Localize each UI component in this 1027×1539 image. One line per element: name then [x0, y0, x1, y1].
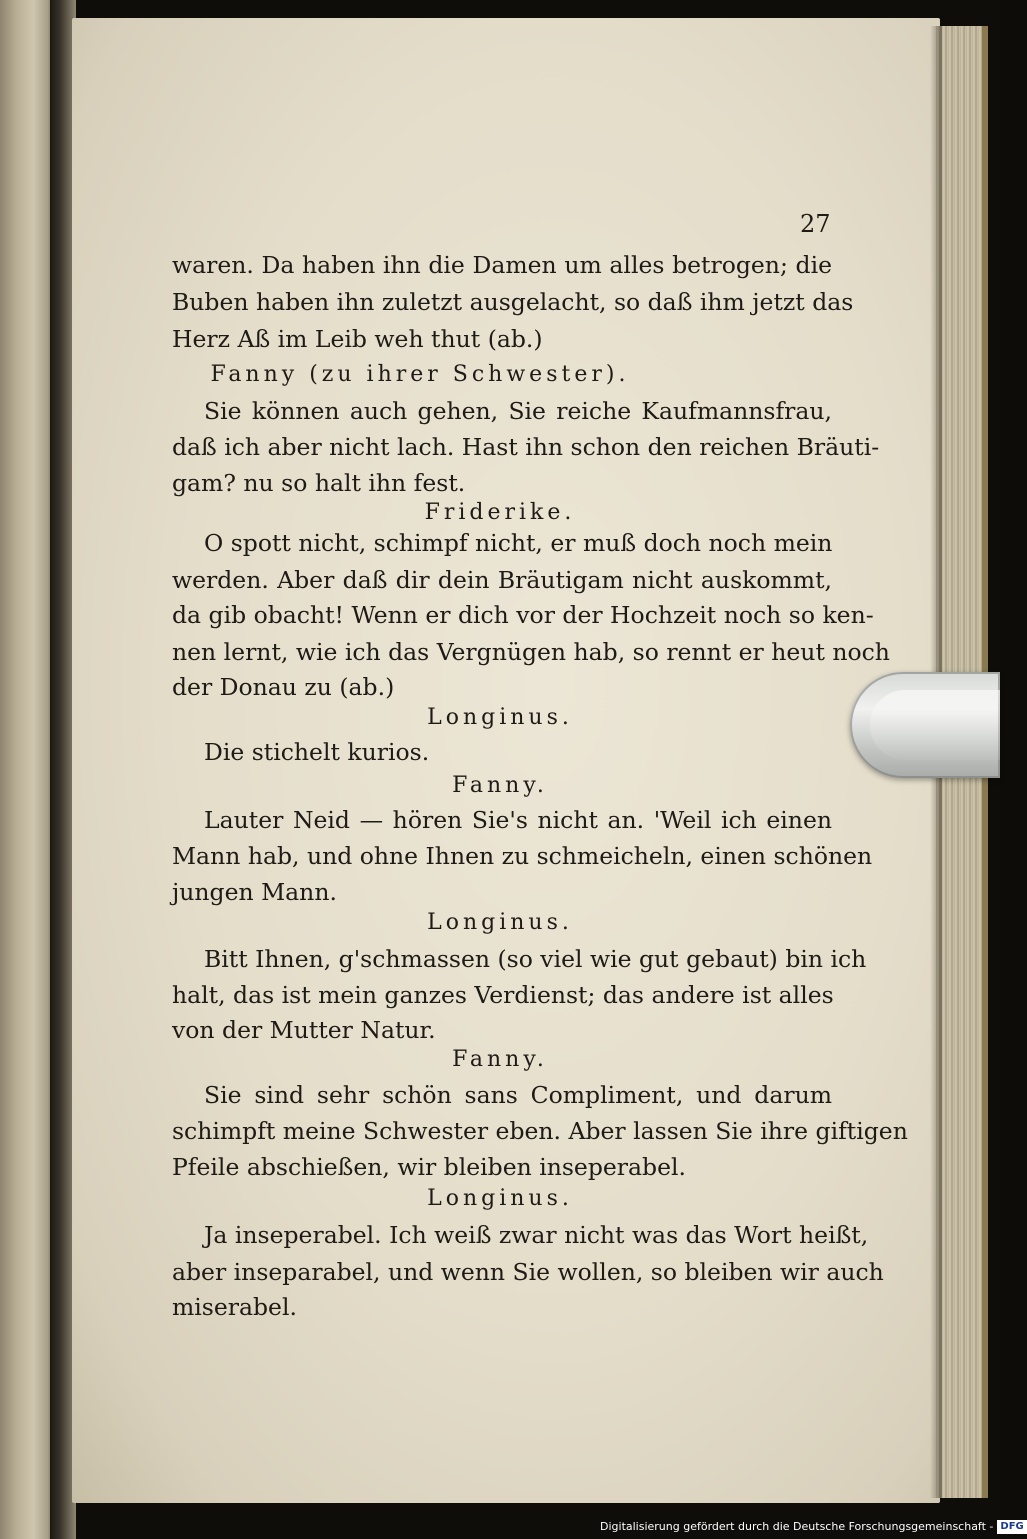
digitization-credit	[600, 1518, 1024, 1536]
text-line: waren. Da haben ihn die Damen um alles betrogen; die	[172, 251, 832, 279]
text-line: Herz Aß im Leib weh thut (ab.)	[172, 325, 543, 353]
text-line: nen lernt, wie ich das Vergnügen hab, so rennt er heut noch	[172, 638, 890, 666]
text-line: schimpft meine Schwester eben. Aber lassen Sie ihre giftigen	[172, 1117, 908, 1145]
text-line: miserabel.	[172, 1293, 297, 1321]
speaker-heading: Longinus.	[427, 705, 573, 730]
page-number: 27	[800, 210, 831, 238]
text-line: halt, das ist mein ganzes Verdienst; das andere ist alles	[172, 981, 834, 1009]
text-line: O spott nicht, schimpf nicht, er muß doch noch mein	[204, 529, 833, 557]
text-line: daß ich aber nicht lach. Hast ihn schon den reichen Bräuti-	[172, 433, 880, 461]
speaker-heading: Friderike.	[424, 500, 576, 525]
dfg-logo: DFG	[997, 1520, 1026, 1534]
text-line: Lauter Neid — hören Sie's nicht an. 'Weil ich einen	[204, 806, 832, 834]
speaker-heading: Longinus.	[427, 910, 573, 935]
text-line: Buben haben ihn zuletzt ausgelacht, so daß ihm jetzt das	[172, 288, 854, 316]
text-line: Pfeile abschießen, wir bleiben inseperabel.	[172, 1153, 686, 1181]
text-line: da gib obacht! Wenn er dich vor der Hochzeit noch so ken-	[172, 601, 874, 629]
text-line: jungen Mann.	[172, 878, 337, 906]
text-line: von der Mutter Natur.	[172, 1016, 436, 1044]
speaker-heading: Fanny.	[452, 773, 548, 798]
text-line: Bitt Ihnen, g'schmassen (so viel wie gut gebaut) bin ich	[204, 945, 867, 973]
text-line: Ja inseperabel. Ich weiß zwar nicht was das Wort heißt,	[204, 1221, 869, 1249]
credit-text: Digitalisierung gefördert durch die Deutsche Forschungsgemeinschaft -	[600, 1520, 994, 1533]
text-line: der Donau zu (ab.)	[172, 673, 395, 701]
text-line: gam? nu so halt ihn fest.	[172, 469, 466, 497]
text-line: Sie können auch gehen, Sie reiche Kaufmannsfrau,	[204, 397, 832, 425]
text-line: werden. Aber daß dir dein Bräutigam nicht auskommt,	[172, 566, 832, 594]
text-line: aber inseparabel, und wenn Sie wollen, so bleiben wir auch	[172, 1258, 884, 1286]
text-line: Die stichelt kurios.	[204, 738, 430, 766]
speaker-heading: Longinus.	[427, 1186, 573, 1211]
text-line: Mann hab, und ohne Ihnen zu schmeicheln, einen schönen	[172, 842, 873, 870]
text-line: Sie sind sehr schön sans Compliment, und darum	[204, 1081, 832, 1109]
speaker-heading: Fanny.	[452, 1047, 548, 1072]
speaker-heading: Fanny (zu ihrer Schwester).	[210, 362, 630, 387]
